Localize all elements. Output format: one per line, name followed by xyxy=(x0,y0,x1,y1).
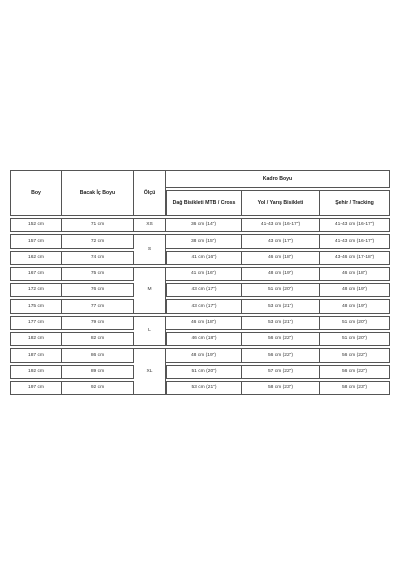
header-kadro-boyu: Kadro Boyu xyxy=(166,170,390,188)
cell-sehir: 41-43 cm (16-17") xyxy=(320,218,390,232)
cell-olcu: M xyxy=(134,267,166,314)
cell-bacak: 75 cm xyxy=(62,267,134,281)
table-row xyxy=(10,381,390,395)
cell-sehir: 43-46 cm (17-18") xyxy=(320,251,390,265)
cell-boy: 172 cm xyxy=(10,283,62,297)
cell-boy: 177 cm xyxy=(10,316,62,330)
header-boy: Boy xyxy=(10,170,62,216)
cell-boy: 187 cm xyxy=(10,348,62,362)
cell-olcu: XS xyxy=(134,218,166,232)
cell-boy: 192 cm xyxy=(10,365,62,379)
cell-mtb: 46 cm (18") xyxy=(166,316,242,330)
cell-bacak: 89 cm xyxy=(62,365,134,379)
cell-yol: 57 cm (22") xyxy=(242,365,320,379)
cell-yol: 46 cm (18") xyxy=(242,251,320,265)
cell-yol: 48 cm (19") xyxy=(242,267,320,281)
cell-olcu: L xyxy=(134,316,166,347)
cell-yol: 58 cm (23") xyxy=(242,381,320,395)
cell-bacak: 82 cm xyxy=(62,332,134,346)
cell-yol: 56 cm (22") xyxy=(242,332,320,346)
table-row xyxy=(10,365,390,379)
table-row xyxy=(10,267,390,281)
cell-bacak: 92 cm xyxy=(62,381,134,395)
cell-bacak: 74 cm xyxy=(62,251,134,265)
cell-yol: 53 cm (21") xyxy=(242,299,320,313)
cell-bacak: 71 cm xyxy=(62,218,134,232)
table-row xyxy=(10,316,390,330)
cell-mtb: 51 cm (20") xyxy=(166,365,242,379)
cell-bacak: 86 cm xyxy=(62,348,134,362)
cell-olcu: XL xyxy=(134,348,166,395)
cell-boy: 182 cm xyxy=(10,332,62,346)
cell-mtb: 41 cm (16") xyxy=(166,267,242,281)
cell-mtb: 43 cm (17") xyxy=(166,283,242,297)
cell-bacak: 76 cm xyxy=(62,283,134,297)
cell-boy: 175 cm xyxy=(10,299,62,313)
cell-boy: 167 cm xyxy=(10,267,62,281)
header-olcu: Ölçü xyxy=(134,170,166,216)
cell-sehir: 46 cm (18") xyxy=(320,267,390,281)
cell-boy: 197 cm xyxy=(10,381,62,395)
header-mtb: Dağ Bisikleti MTB / Cross xyxy=(166,190,242,216)
cell-boy: 152 cm xyxy=(10,218,62,232)
cell-olcu: S xyxy=(134,234,166,265)
cell-mtb: 41 cm (16") xyxy=(166,251,242,265)
table-row xyxy=(10,283,390,297)
table-row xyxy=(10,251,390,265)
cell-sehir: 41-43 cm (16-17") xyxy=(320,234,390,248)
cell-sehir: 51 cm (20") xyxy=(320,332,390,346)
cell-mtb: 48 cm (19") xyxy=(166,348,242,362)
cell-mtb: 53 cm (21") xyxy=(166,381,242,395)
cell-mtb: 36 cm (14") xyxy=(166,218,242,232)
cell-yol: 41-43 cm (16-17") xyxy=(242,218,320,232)
table-row xyxy=(10,234,390,248)
header-sehir: Şehir / Tracking xyxy=(320,190,390,216)
cell-sehir: 58 cm (23") xyxy=(320,381,390,395)
cell-mtb: 46 cm (18") xyxy=(166,332,242,346)
cell-yol: 43 cm (17") xyxy=(242,234,320,248)
cell-boy: 157 cm xyxy=(10,234,62,248)
cell-mtb: 38 cm (15") xyxy=(166,234,242,248)
cell-boy: 162 cm xyxy=(10,251,62,265)
header-bacak-ic-boyu: Bacak İç Boyu xyxy=(62,170,134,216)
cell-sehir: 48 cm (19") xyxy=(320,299,390,313)
size-chart-table xyxy=(10,168,390,397)
cell-bacak: 72 cm xyxy=(62,234,134,248)
cell-yol: 51 cm (20") xyxy=(242,283,320,297)
cell-yol: 53 cm (21") xyxy=(242,316,320,330)
cell-bacak: 79 cm xyxy=(62,316,134,330)
cell-yol: 56 cm (22") xyxy=(242,348,320,362)
table-row xyxy=(10,218,390,232)
cell-sehir: 56 cm (22") xyxy=(320,348,390,362)
cell-mtb: 43 cm (17") xyxy=(166,299,242,313)
cell-sehir: 48 cm (19") xyxy=(320,283,390,297)
header-yol: Yol / Yarış Bisikleti xyxy=(242,190,320,216)
table-row xyxy=(10,332,390,346)
cell-sehir: 56 cm (22") xyxy=(320,365,390,379)
cell-bacak: 77 cm xyxy=(62,299,134,313)
table-row xyxy=(10,299,390,313)
table-row xyxy=(10,348,390,362)
cell-sehir: 51 cm (20") xyxy=(320,316,390,330)
